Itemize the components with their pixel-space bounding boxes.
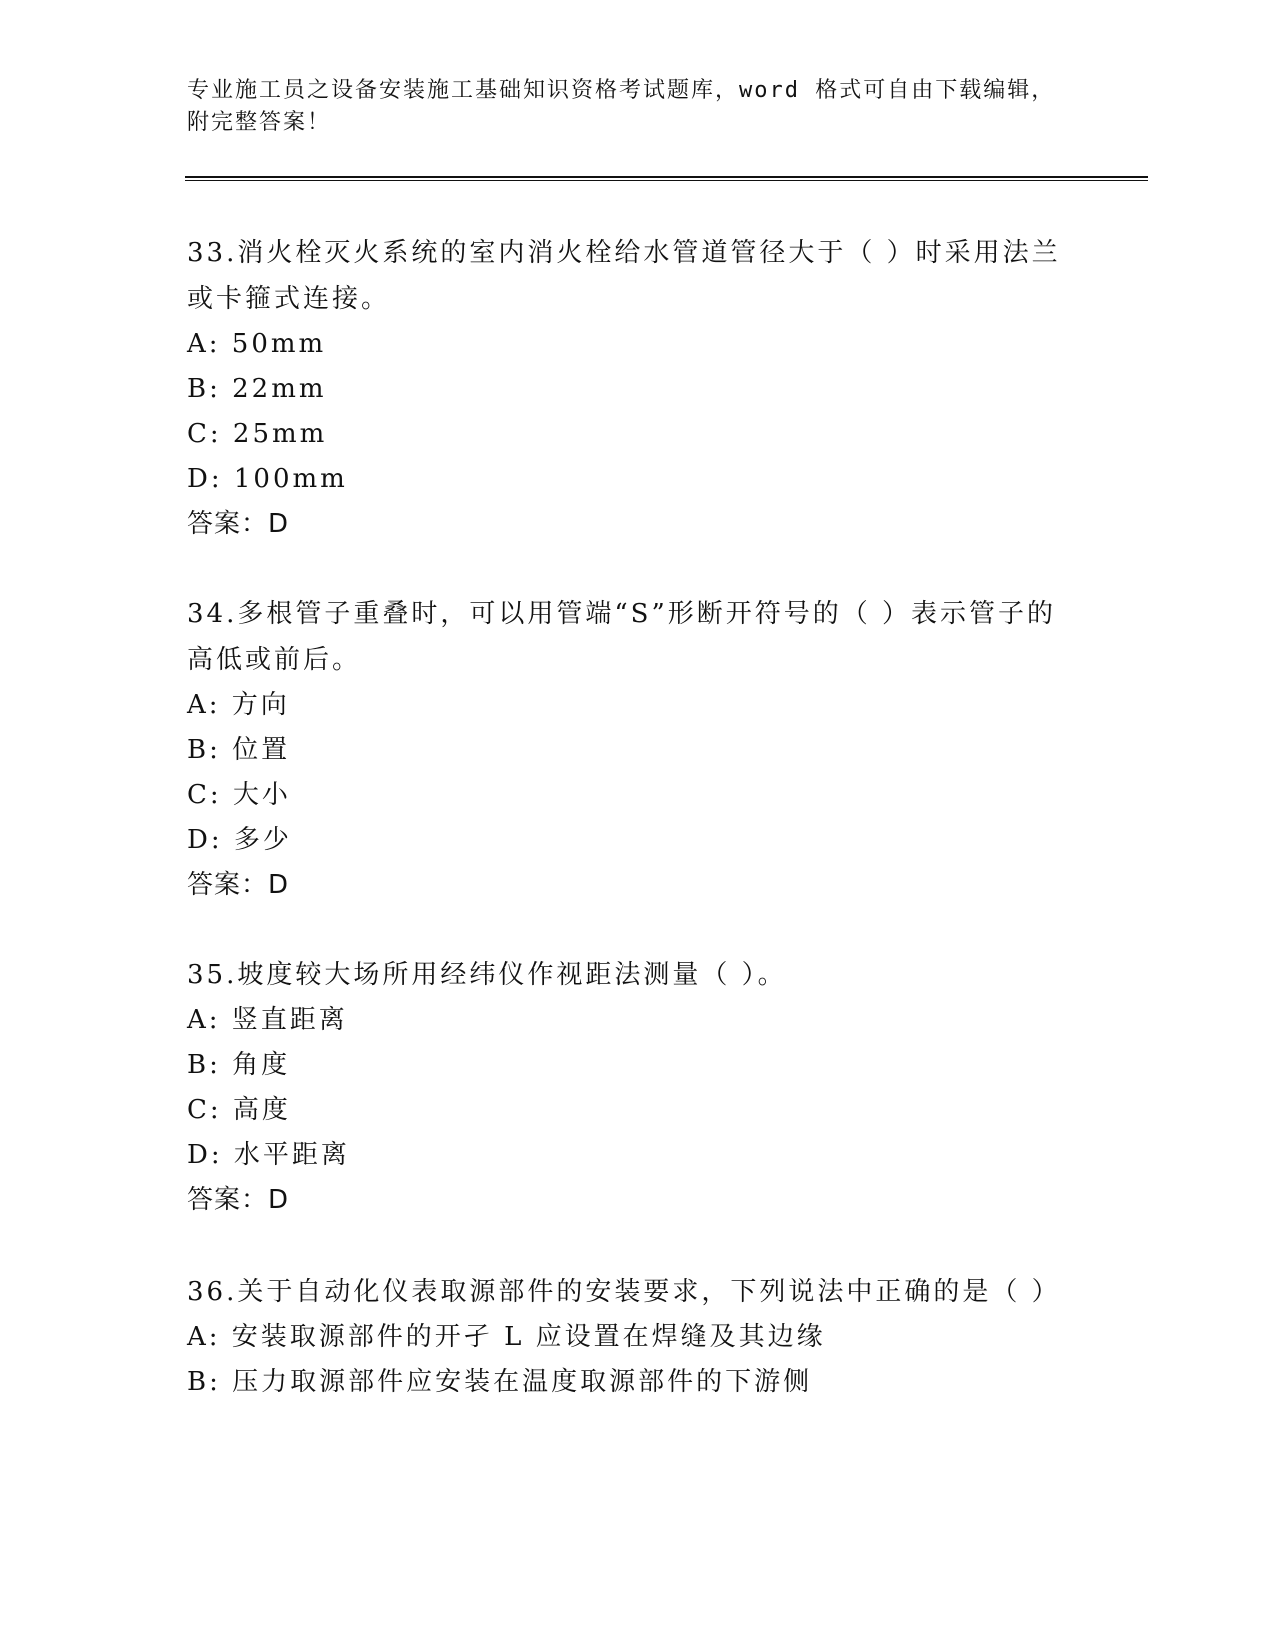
question-35 [187, 952, 1067, 1223]
answer: 答案：D [187, 1185, 290, 1215]
option-a: A: 安装取源部件的开孑 L 应设置在焊缝及其边缘 [187, 1322, 826, 1352]
question-stem-line: 35.坡度较大场所用经纬仪作视距法测量（ ）。 [187, 960, 787, 990]
option-b: B: 角度 [187, 1050, 291, 1080]
option-b: B: 压力取源部件应安装在温度取源部件的下游侧 [187, 1367, 813, 1397]
option-a: A: 竖直距离 [187, 1005, 348, 1035]
question-34 [187, 591, 1067, 908]
option-c: C: 25mm [187, 419, 328, 449]
question-stem-line: 36.关于自动化仪表取源部件的安装要求，下列说法中正确的是（ ） [187, 1277, 1061, 1307]
answer: 答案：D [187, 870, 290, 900]
option-d: D: 100mm [187, 464, 348, 494]
option-d: D: 水平距离 [187, 1140, 350, 1170]
header-divider [185, 176, 1148, 181]
option-c: C: 高度 [187, 1095, 291, 1125]
option-d: D: 多少 [187, 825, 292, 855]
intro-line-2: 附完整答案！ [187, 110, 332, 135]
document-intro [187, 75, 1067, 139]
option-a: A: 50mm [187, 329, 327, 359]
option-c: C: 大小 [187, 780, 291, 810]
question-stem-line: 34.多根管子重叠时，可以用管端“S”形断开符号的（ ）表示管子的 [187, 599, 1057, 629]
question-stem-line: 或卡箍式连接。 [187, 284, 391, 314]
option-b: B: 22mm [187, 374, 327, 404]
option-b: B: 位置 [187, 735, 291, 765]
question-stem-line: 33.消火栓灭火系统的室内消火栓给水管道管径大于（ ）时采用法兰 [187, 238, 1061, 268]
option-a: A: 方向 [187, 690, 290, 720]
question-36 [187, 1269, 1067, 1405]
question-stem-line: 高低或前后。 [187, 645, 362, 675]
answer: 答案：D [187, 509, 290, 539]
intro-line-1: 专业施工员之设备安装施工基础知识资格考试题库，word 格式可自由下载编辑， [187, 78, 1056, 103]
question-33 [187, 230, 1067, 547]
